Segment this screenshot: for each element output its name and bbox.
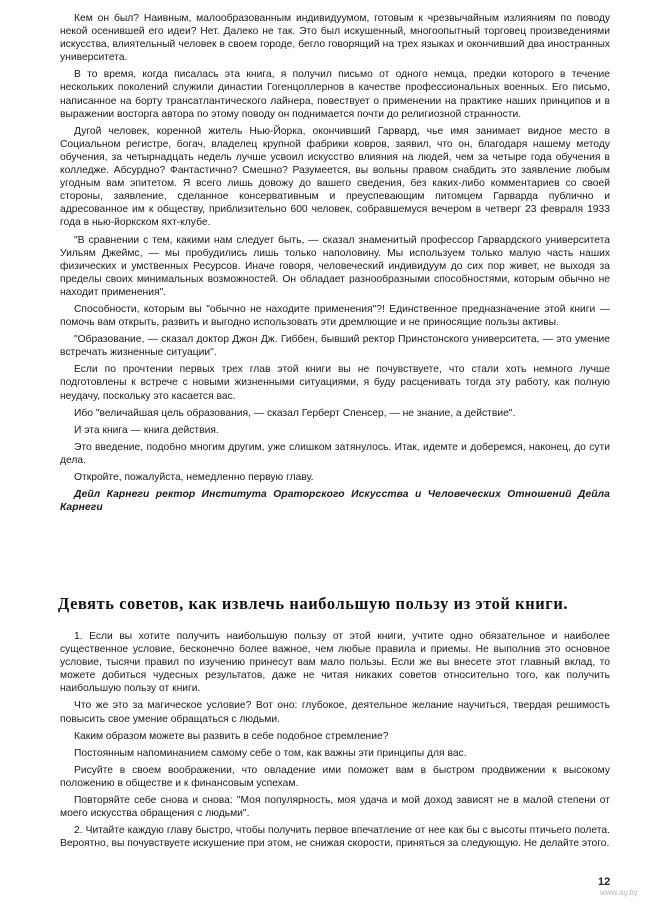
paragraph: 1. Если вы хотите получить наибольшую пользу от этой книги, учтите одно обязательное и наиболее существенное условие, бесконечно более важное, чем любые правила и приемы. Не выполнив это основное условие, тысячи правил по изучению принесут вам мало пользы. Если же вы внесете этот главный вклад, то можете добиться чудесных результатов, даже не читая никаких советов относительно того, как получить наибольшую пользу от книги. [60, 631, 610, 695]
paragraph: Если по прочтении первых трех глав этой книги вы не почувствуете, что стали хоть немного лучше подготовлены к встрече с новыми жизненными ситуациями, я буду расценивать тогда эту работу, как полную неудачу, поскольку это касается вас. [60, 364, 610, 402]
paragraph: Каким образом можете вы развить в себе подобное стремление? [74, 730, 389, 742]
paragraph: Дугой человек, коренной житель Нью-Йорка, окончивший Гарвард, чье имя занимает видное место в Социальном регистре, богач, владелец крупной фабрики ковров, заявил, что он, благодаря нашему методу обучения, за четырнадцать недель лучше усвоил искусство влияния на людей, чем за четыре года обучения в колледже. Абсурдно? Фантастично? Смешно? Разумеется, вы вольны правом снабдить это заявление любым угодным вам эпитетом. Я всего лишь довожу до вашего сведения, без каких-либо комментариев со своей стороны, заявление, сделанное консервативным и преуспевающим питомцем Гарварда публично и адресованное им к обществу, приблизительно 600 человек, собравшемуся вечером в четверг 23 февраля 1933 года в нью-йоркском яхт-клубе. [60, 125, 610, 229]
quote-paragraph: "В сравнении с тем, какими нам следует быть, — сказал знаменитый профессор Гарвардского университета Уильям Джеймс, — мы пробудились лишь только наполовину. Мы используем только малую часть наших физических и умственных Ресурсов. Иначе говоря, человеческий индивидуум до сих пор живет, не выходя за пределы своих минимальных возможностей. Он обладает разнообразными способностями, которым обычно не находит применения". [60, 234, 610, 298]
paragraph: Способности, которым вы "обычно не находите применения"?! Единственное предназначение этой книги — помочь вам открыть, развить и выгодно использовать эти дремлющие и не приносящие пользы активы. [60, 303, 610, 329]
author-signature: Дейл Карнеги ректор Института Ораторского Искусства и Человеческих Отношений Дейла Карнеги [60, 489, 610, 514]
paragraph: Это введение, подобно многим другим, уже слишком затянулось. Итак, идемте и доберемся, наконец, до сути дела. [60, 441, 610, 466]
paragraph: И эта книга — книга действия. [74, 424, 219, 436]
paragraph: Постоянным напоминанием самому себе о том, как важны эти принципы для вас. [74, 747, 467, 759]
section-title: Девять советов, как извлечь наибольшую пользу из этой книги. [58, 594, 569, 613]
quote-paragraph: "Образование, — сказал доктор Джон Дж. Гиббен, бывший ректор Принстонского университета, — это умение встречать жизненные ситуации". [60, 334, 610, 359]
watermark: www.ay.by [600, 888, 638, 897]
quote-paragraph: Ибо "величайшая цель образования, — сказал Герберт Спенсер, — не знание, а действие". [74, 407, 516, 419]
paragraph: Откройте, пожалуйста, немедленно первую главу. [74, 472, 314, 483]
paragraph: Рисуйте в своем воображении, что овладение ими поможет вам в быстром продвижении к высокому положению в обществе и к финансовым успехам. [60, 764, 610, 789]
paragraph: Повторяйте себе снова и снова: "Моя популярность, моя удача и мой доход зависят не в малой степени от моего искусства обращения с людьми". [60, 795, 610, 820]
paragraph: В то время, когда писалась эта книга, я получил письмо от одного немца, предки которого в течение нескольких поколений служили династии Гогенцоллернов в качестве профессиональных военных. Его письмо, написанное на борту трансатлантического лайнера, повествует о применении на практике наших принципов и в выражении восторга автора по этому поводу он поднимается почти до религиозной странности. [60, 69, 610, 120]
section-text [60, 630, 610, 854]
paragraph: Кем он был? Наивным, малообразованным индивидуумом, готовым к чрезвычайным излияниям по поводу некой осенившей его идеи? Нет. Далеко не так. Это был искушенный, многоопытный торговец произведениями искусства, влиятельный человек в своем городе, бегло говорящий на трех языках и окончивший два иностранных университета. [60, 13, 610, 64]
paragraph: Что же это за магическое условие? Вот оно: глубокое, деятельное желание научиться, твердая решимость повысить свое умение обращаться с людьми. [60, 700, 610, 725]
intro-text [60, 12, 610, 518]
page-number: 12 [598, 876, 611, 888]
paragraph: 2. Читайте каждую главу быстро, чтобы получить первое впечатление от нее как бы с высоты птичьего полета. Вероятно, вы почувствуете искушение при этом, не снижая скорости, приняться за следующую. Не делайте этого. [60, 825, 610, 850]
